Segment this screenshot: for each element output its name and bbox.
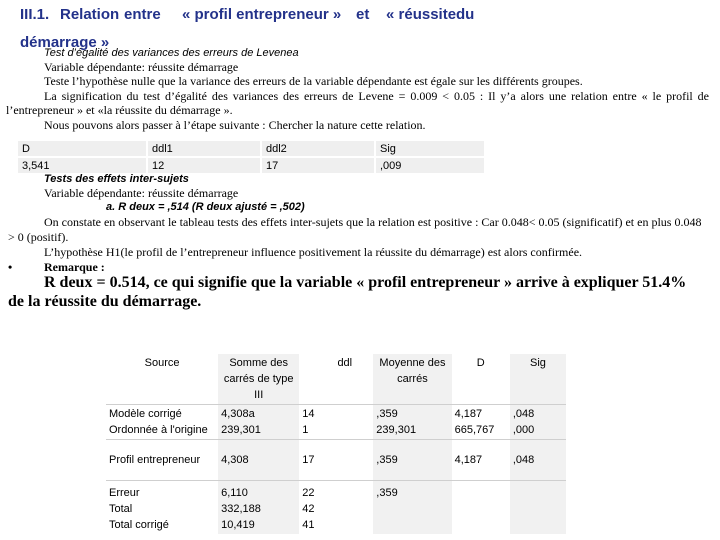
table-cell: 4,308 xyxy=(218,440,299,481)
table-cell: 17 xyxy=(261,157,375,174)
table-header-cell: ddl2 xyxy=(261,141,375,157)
heading-word-relation: Relation xyxy=(60,6,120,23)
levene-significance-a: La signification du test d’égalité des variances des erreurs de Levene = 0.009 < 0.05 : Il y’a alors une relation entre « le profil de xyxy=(44,89,709,103)
heading-word-du: du xyxy=(456,6,475,23)
effects-dependent: Variable dépendante: réussite démarrage xyxy=(44,186,239,200)
table-cell: ,359 xyxy=(376,408,398,420)
heading-line2: démarrage » xyxy=(20,34,110,51)
table-cell: 41 xyxy=(302,519,315,531)
table-cell: 1 xyxy=(302,424,309,436)
table-cell: 3,541 xyxy=(18,157,147,174)
table-cell: Profil entrepreneur xyxy=(106,440,218,481)
effects-confirmation: L’hypothèse H1(le profil de l’entrepreneur influence positivement la réussite du démarrage) est alors confirmée. xyxy=(44,245,583,259)
table-header-cell: ddl1 xyxy=(147,141,261,157)
table-cell: ,000 xyxy=(512,424,535,436)
levene-table xyxy=(18,141,486,175)
table-cell: Erreur xyxy=(109,487,140,499)
anova-table xyxy=(106,354,566,534)
heading-word-entre: entre xyxy=(124,6,161,23)
table-cell: Modèle corrigé xyxy=(109,408,182,420)
table-cell: 22 xyxy=(302,487,315,499)
table-header-row xyxy=(18,141,485,157)
table-cell: 239,301 xyxy=(221,424,261,436)
levene-hypothesis: Teste l’hypothèse nulle que la variance des erreurs de la variable dépendante est égale sur les différents groupes. xyxy=(44,74,583,88)
table-cell: Ordonnée à l'origine xyxy=(109,424,208,436)
bullet-icon: • xyxy=(8,260,13,274)
table-cell: 4,187 xyxy=(454,408,483,420)
table-cell: Total xyxy=(109,503,133,515)
heading-reussite: « réussite xyxy=(386,6,457,23)
table-row xyxy=(106,481,566,535)
effects-observation-a: On constate en observant le tableau tests des effets inter-sujets que la relation est positive : Car 0.048< 0.05 (significatif) et en plus 0.048 xyxy=(44,215,702,229)
table-cell: 332,188 xyxy=(221,503,261,515)
heading-profil: « profil entrepreneur » xyxy=(182,6,342,23)
levene-title: Test d’égalité des variances des erreurs de Levenea xyxy=(44,47,299,59)
effects-title: Tests des effets inter-sujets xyxy=(44,173,189,185)
remark-line-b: de la réussite du démarrage. xyxy=(8,293,202,310)
table-header-cell: Sig xyxy=(510,354,566,405)
table-row xyxy=(106,405,566,440)
table-row xyxy=(106,440,566,481)
table-cell: ,048 xyxy=(512,408,535,420)
table-cell: ,009 xyxy=(375,157,485,174)
effects-observation-b: > 0 (positif). xyxy=(8,230,69,244)
table-cell: 12 xyxy=(147,157,261,174)
levene-dependent: Variable dépendante: réussite démarrage xyxy=(44,60,239,74)
remark-line-a: R deux = 0.514, ce qui signifie que la variable « profil entrepreneur » arrive à expliquer 51.4% xyxy=(44,274,687,291)
table-cell: Total corrigé xyxy=(109,519,169,531)
table-header-cell: Source xyxy=(144,357,180,369)
table-header-cell: ddl xyxy=(337,357,353,369)
table-cell: 17 xyxy=(299,440,373,481)
table-cell: 665,767 xyxy=(454,424,495,436)
table-header-cell: D xyxy=(476,357,485,369)
table-cell: 6,110 xyxy=(221,487,248,499)
table-header-cell: Moyenne des carrés xyxy=(373,354,451,405)
table-cell: 239,301 xyxy=(376,424,417,436)
table-cell: ,359 xyxy=(373,440,451,481)
remark-label: Remarque : xyxy=(44,260,105,274)
effects-note: a. R deux = ,514 (R deux ajusté = ,502) xyxy=(106,201,305,213)
table-header-cell: Sig xyxy=(375,141,485,157)
table-cell: 42 xyxy=(302,503,315,515)
table-cell: 4,187 xyxy=(452,440,510,481)
table-cell: ,048 xyxy=(510,440,566,481)
table-header-row xyxy=(106,354,566,405)
levene-significance-b: l’entrepreneur » et «la réussite du démarrage ». xyxy=(6,103,233,117)
heading-word-et: et xyxy=(356,6,370,23)
levene-next-step: Nous pouvons alors passer à l’étape suivante : Chercher la nature cette relation. xyxy=(44,118,426,132)
table-header-cell: D xyxy=(18,141,147,157)
table-cell: 4,308a xyxy=(221,408,255,420)
table-cell: 14 xyxy=(302,408,315,420)
table-cell: 10,419 xyxy=(221,519,255,531)
heading-number: III.1. xyxy=(20,6,50,23)
table-header-cell: Somme des carrés de type III xyxy=(218,354,299,405)
table-cell: ,359 xyxy=(376,487,398,499)
